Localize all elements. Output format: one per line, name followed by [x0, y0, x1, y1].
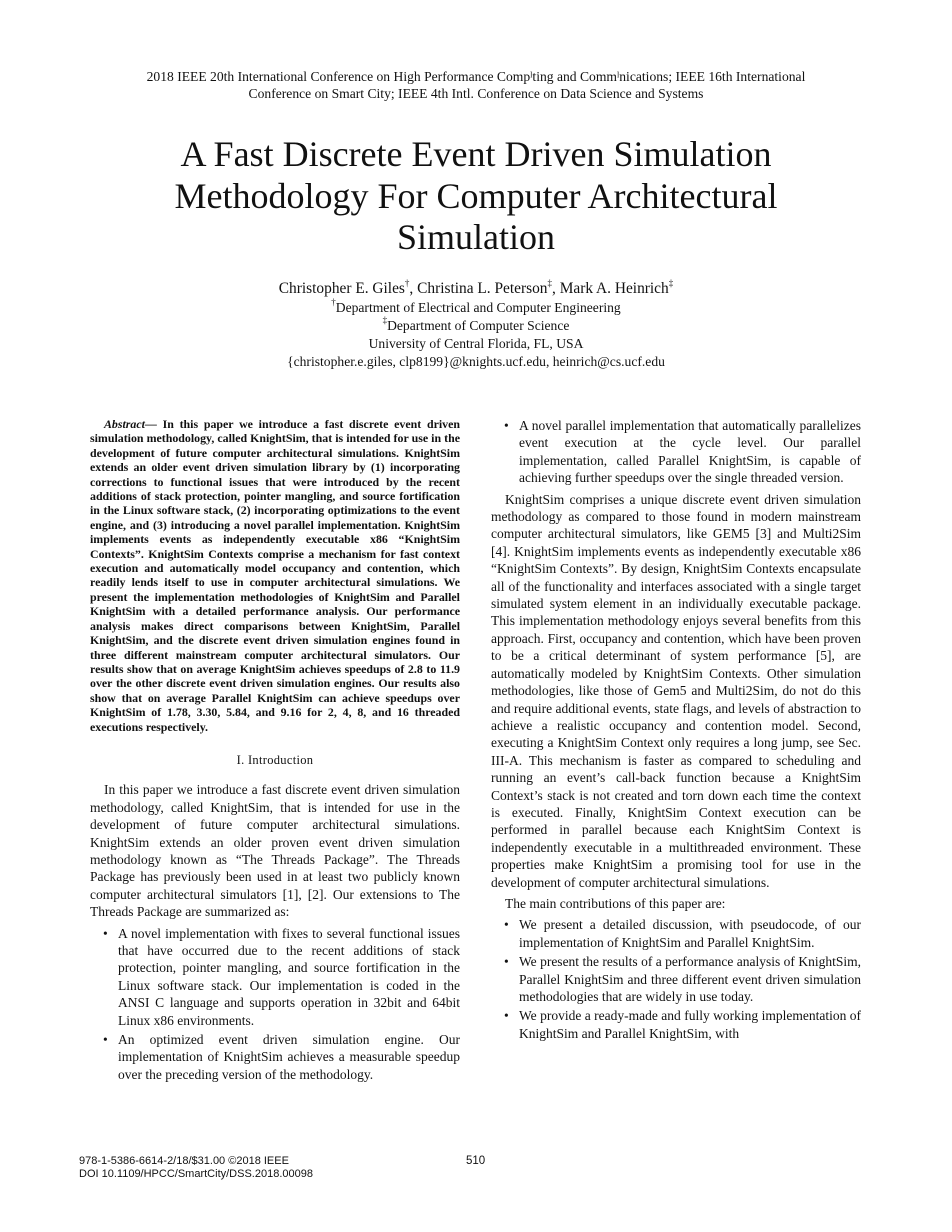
- author-3: Mark A. Heinrich: [559, 280, 669, 297]
- paper-title: [100, 134, 852, 259]
- author-1-mark: †: [404, 277, 410, 288]
- page-number: 510: [466, 1155, 486, 1167]
- abstract: [90, 417, 460, 734]
- author-block: [150, 278, 802, 371]
- bullet-icon: •: [504, 954, 509, 970]
- author-separator: ,: [552, 280, 560, 297]
- bullet-icon: •: [103, 1032, 108, 1048]
- right-column: [491, 417, 861, 1046]
- intro-paragraph-2: KnightSim comprises a unique discrete event driven simulation methodology as compared to those found in modern mainstream computer architectural simulators, like GEM5 [3] and Multi2Sim [4]. KnightSim implements events as independently executable x86 “KnightSim Contexts”. By design, KnightSim Contexts encapsulate all of the functionality and interfaces associated with a single target simulated system element in an individually executable package. This implementation methodology enjoys several benefits from this approach. First, occupancy and contention, which have been proven to be a critical determinant of system performance [5], are automatically modeled by KnightSim Contexts. Other simulation methodologies, like those of Gem5 and Multi2Sim, do not do this and require additional events, state flags, and levels of abstraction to achieve a realistic occupancy and contention model. Second, executing a KnightSim Context only requires a long jump, see Sec. III-A. This mechanism is faster as compared to scheduling and running an event’s call-back function because a KnightSim Context’s stack is not created and torn down each time the context is executed. Finally, KnightSim Context execution can be performed in parallel because each KnightSim Context is independently executable in a multithreaded environment. These properties make KnightSim a promising tool for use in the development of computer architectural simulations.: [491, 491, 861, 890]
- title-line-3: Simulation: [396, 217, 555, 257]
- extensions-list: [90, 925, 460, 1084]
- author-2: Christina L. Peterson: [417, 280, 548, 297]
- conference-header: [70, 68, 882, 102]
- conference-line-1: 2018 IEEE 20th International Conference on High Performance Compˡting and Commˡnications; IEEE 16th International: [146, 69, 806, 84]
- abstract-label: Abstract—: [104, 417, 157, 431]
- affiliation-2: ‡Department of Computer Science: [382, 315, 570, 333]
- title-line-1: A Fast Discrete Event Driven Simulation: [180, 134, 772, 174]
- bullet-icon: •: [504, 917, 509, 933]
- left-column: [90, 417, 460, 1087]
- author-3-mark: ‡: [668, 277, 674, 288]
- university: University of Central Florida, FL, USA: [368, 336, 584, 351]
- author-emails: {christopher.e.giles, clp8199}@knights.ucf.edu, heinrich@cs.ucf.edu: [287, 354, 665, 369]
- author-2-mark: ‡: [547, 277, 552, 288]
- section-heading-introduction: I. Introduction: [236, 752, 314, 767]
- list-item: • An optimized event driven simulation engine. Our implementation of KnightSim achieves a measurable speedup over the preceding version of the methodology.: [103, 1032, 460, 1082]
- conference-line-2: Conference on Smart City; IEEE 4th Intl. Conference on Data Science and Systems: [248, 86, 704, 101]
- author-1: Christopher E. Giles: [278, 280, 405, 297]
- list-item: • A novel implementation with fixes to several functional issues that have occurred due to the recent additions of stack protection, pointer mangling, and source fortification in the Linux software stack. Our implementation is coded in the ANSI C language and supports operation in 32bit and 64bit Linux x86 environments.: [103, 925, 460, 1028]
- list-item: • A novel parallel implementation that automatically parallelizes event execution at the cycle level. Our parallel implementation, called Parallel KnightSim, is capable of achieving further speedups over the single threaded version.: [504, 418, 861, 486]
- author-list: [150, 278, 802, 299]
- author-separator: ,: [409, 280, 418, 297]
- footer-doi: DOI 10.1109/HPCC/SmartCity/DSS.2018.00098: [79, 1168, 313, 1180]
- abstract-text: In this paper we introduce a fast discrete event driven simulation methodology, called KnightSim, that is intended for use in the development of future computer architectural simulations. KnightSim extends an older event driven simulation library by (1) incorporating corrections to functional issues that were introduced by the recent additions of stack protection, pointer mangling, and source fortification in the Linux software stack, (2) incorporating optimizations to the event engine, and (3) introducing a novel parallel implementation. KnightSim implements events as independently executable x86 “KnightSim Contexts”. KnightSim Contexts comprise a mechanism for fast context execution and automatically model occupancy and contention, which readily lends itself to use in computer architectural simulations. We present the implementation methodologies of KnightSim and Parallel KnightSim with a detailed performance analysis. Our performance analysis makes direct comparisons between KnightSim, Parallel KnightSim, and the discrete event driven simulation engines found in three different mainstream computer architectural simulators. Our results show that on average KnightSim achieves speedups of 2.8 to 11.9 over the other discrete event driven simulation engines. Our results also show that on average Parallel KnightSim can achieve speedups over KnightSim of 1.78, 3.30, 5.84, and 9.16 for 2, 4, 8, and 16 threaded executions respectively.: [90, 417, 460, 734]
- footer-copyright: [79, 1155, 313, 1181]
- bullet-icon: •: [504, 418, 509, 433]
- list-item: • We provide a ready-made and fully working implementation of KnightSim and Parallel KnightSim, with: [504, 1008, 861, 1041]
- bullet-icon: •: [103, 925, 108, 941]
- affiliation-1: †Department of Electrical and Computer Engineering: [331, 297, 621, 315]
- footer-isbn: 978-1-5386-6614-2/18/$31.00 ©2018 IEEE: [79, 1155, 289, 1167]
- list-item: • We present a detailed discussion, with pseudocode, of our implementation of KnightSim and Parallel KnightSim.: [504, 917, 861, 950]
- contributions-list: [491, 916, 861, 1042]
- intro-paragraph-1: In this paper we introduce a fast discrete event driven simulation methodology, called KnightSim, that is intended for use in the development of future computer architectural simulations. KnightSim extends an older proven event driven simulation methodology known as “The Threads Package”. The Threads Package has previously been used in at least two publicly known computer architectural simulators [1], [2]. Our extensions to The Threads Package are summarized as:: [90, 782, 460, 920]
- list-item: • We present the results of a performance analysis of KnightSim, Parallel KnightSim and three different event driven simulation methodologies that are widely in use today.: [504, 954, 861, 1004]
- bullet-icon: •: [504, 1008, 509, 1024]
- intro-paragraph-3: The main contributions of this paper are:: [505, 895, 726, 911]
- extensions-list-continued: [491, 417, 861, 487]
- title-line-2: Methodology For Computer Architectural: [174, 175, 778, 216]
